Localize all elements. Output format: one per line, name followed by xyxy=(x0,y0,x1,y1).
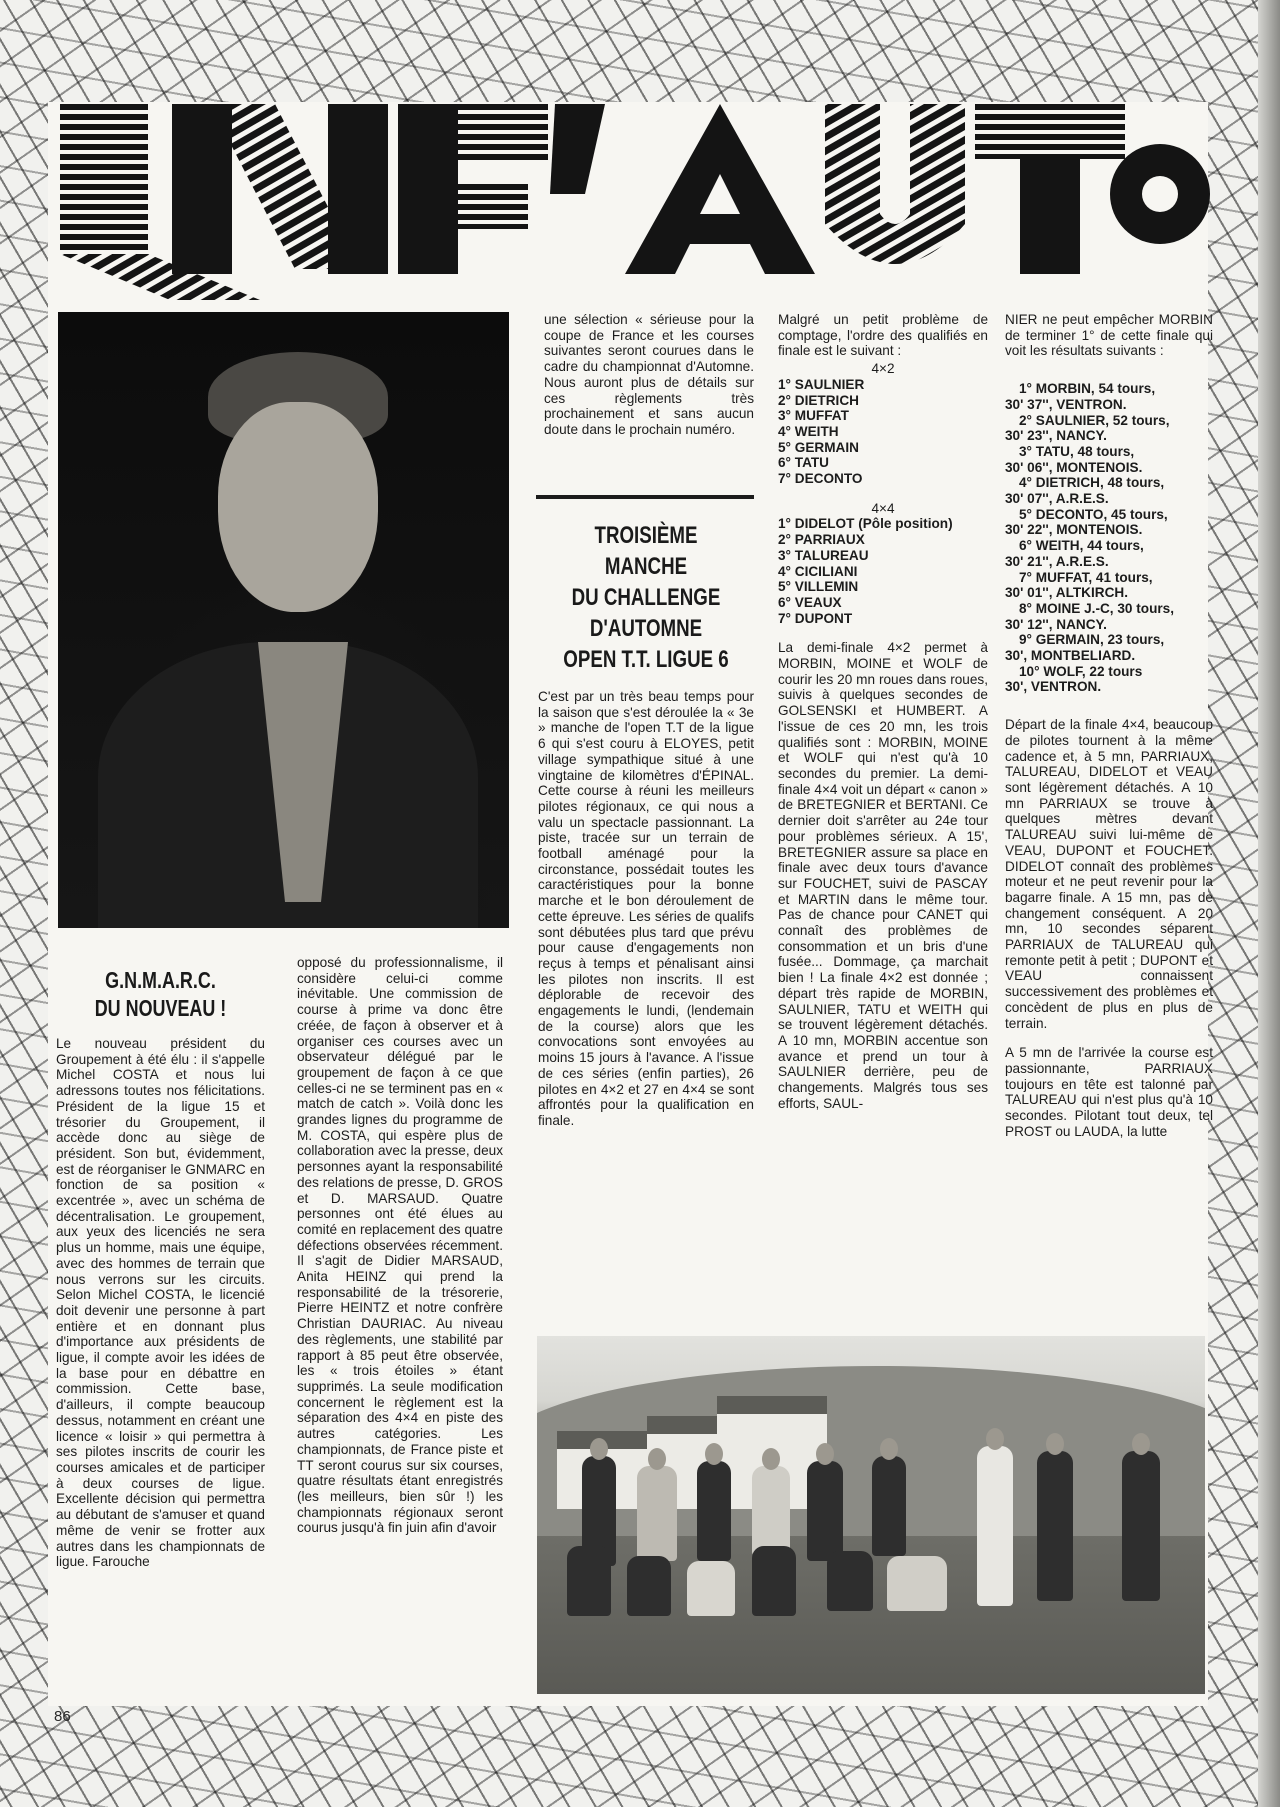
qualif-4x4-list xyxy=(778,516,988,626)
list-item: 5° GERMAIN xyxy=(778,439,859,455)
section-divider xyxy=(536,495,754,499)
costa-article-col2 xyxy=(297,955,503,1536)
list-item: 6° VEAUX xyxy=(778,594,842,610)
challenge-col3-body xyxy=(538,520,754,1129)
list-item: 7° DECONTO xyxy=(778,471,863,487)
qualif-4x2-list xyxy=(778,377,988,487)
qualif-4x2-label: 4×2 xyxy=(871,361,895,377)
result-entry: 10° WOLF, 22 tours 30', VENTRON. xyxy=(1005,663,1143,695)
qualif-4x4-label: 4×4 xyxy=(871,500,895,516)
challenge-text-3: Départ de la finale 4×4, beaucoup de pilotes tournent à la même cadence et, à 5 mn, PARRIAUX, TALUREAU, DIDELOT et VEAU sont légèrement détachés. A 10 mn PARRIAUX se trouve à quelques mètres devant TALUREAU suivi lui-même de VEAU, DUPONT et FOUCHET. DIDELOT connaît des problèmes moteur et ne peut revenir pour la bagarre finale. A 15 mn, pas de changement conséquent. A 20 mn, 10 secondes séparent PARRIAUX de TALUREAU qui remonte petit à petit ; DUPONT et VEAU connaissent successivement des problèmes et concèdent de plus en plus de terrain. xyxy=(1005,717,1213,1031)
challenge-headline: TROISIÈME MANCHE DU CHALLENGE D'AUTOMNE OPEN T.T. LIGUE 6 xyxy=(563,522,729,673)
list-item: 1° DIDELOT (Pôle position) xyxy=(778,516,953,532)
list-item: 3° TALUREAU xyxy=(778,547,869,563)
challenge-col5 xyxy=(1005,312,1213,1139)
list-item: 2° DIETRICH xyxy=(778,392,859,408)
results-list xyxy=(1005,381,1213,695)
result-entry: 1° MORBIN, 54 tours, 30' 37'', VENTRON. xyxy=(1005,381,1156,412)
challenge-text-1: C'est par un très beau temps pour la saison que s'est déroulée la « 3e » manche de l'open T.T de la ligue 6 qui s'est couru à ELOYES, petit village sympathique situé à une vingtaine de kilomètres d'ÉPINAL. Cette course à réuni les meilleurs pilotes régionaux, ce qui nous a valu un spectacle passionnant. La piste, tracée sur un terrain de football aménagé pour la circonstance, possédait toutes les caractéristiques pour la bonne marche et le bon déroulement de cette épreuve. Les séries de qualifs sont débutées plus tard que prévu pour cause d'engagements non reçus à temps et pénalisant ainsi les pilotes non inscrits. Il est déplorable de recevoir des engagements le lundi, (lendemain de la course) alors que les convocations sont envoyées au moins 15 jours à l'avance. A l'issue de ces séries (enfin parties), 26 pilotes en 4×2 et 27 en 4×4 se sont affrontés pour la qualification en finale. xyxy=(538,689,754,1128)
page-spine-shadow xyxy=(1258,0,1280,1807)
costa-text-1: Le nouveau président du Groupement à été élu : il s'appelle Michel COSTA et nous lui adressons toutes nos félicitations. Président de la ligue 15 et trésorier du Groupement, il accède donc au siège de président. Son but, évidemment, est de réorganiser le GNMARC en fonction de sa position « excentrée », avec un schéma de décentralisation. Le groupement, aux yeux des licenciés ne sera plus un homme, mais une équipe, avec des hommes de terrain que nous verrons sur les circuits. Selon Michel COSTA, le licencié doit devenir une personne à part entière et en donnant plus d'importance aux présidents de ligue, il compte avoir les idées de la base pour en débattre en commission. Cette base, d'ailleurs, il compte beaucoup dessus, notamment en créant une licence « loisir » qui permettra à ses pilotes inscrits de courir les courses amicales et de participer à deux courses de ligue. Excellente décision qui permettra au débutant de s'amuser et quand même de venir se frotter aux autres dans les championnats de ligue. Farouche xyxy=(56,1036,265,1570)
result-entry: 9° GERMAIN, 23 tours, 30', MONTBELIARD. xyxy=(1005,632,1165,664)
costa-text-2: opposé du professionnalisme, il considère celui-ci comme inévitable. Une commission de course à prime va donc être créée, de façon à observer et à organiser ces courses avec un observateur délégué par le groupement de façon à ce que celles-ci ne se terminent pas en « match de catch ». Voilà donc les grandes lignes du programme de M. COSTA, qui espère plus de collaboration avec la presse, deux personnes ayant la responsabilité des relations de presse, D. GROS et D. MARSAUD. Quatre personnes ont été élues au comité en replacement des quatre défections observées récemment. Il s'agit de Didier MARSAUD, Anita HEINZ qui prend la responsabilité de la trésorerie, Pierre HEINTZ et notre confrère Christian DAURIAC. Au niveau des règlements, une stabilité par rapport à 85 peut être observée, les « trois étoiles » étant supprimés. La seule modification concernent le règlement est la séparation des 4×4 en piste des autres catégories. Les championnats, de France piste et TT seront courus sur six courses, quatre résultats étant enregistrés (les meilleurs, bien sûr !) les championnats régionaux seront courus jusqu'à fin juin afin d'avoir xyxy=(297,955,503,1536)
results-intro: NIER ne peut empêcher MORBIN de terminer 1° de cette finale qui voit les résultats suivants : xyxy=(1005,312,1213,359)
result-entry: 4° DIETRICH, 48 tours, 30' 07'', A.R.E.S. xyxy=(1005,475,1165,507)
challenge-text-2: La demi-finale 4×2 permet à MORBIN, MOINE et WOLF de courir les 20 mn roues dans roues, suivis à quelques secondes de GOLSENSKI et HUMBERT. A l'issue de ces 20 mn, les trois qualifiés sont : MORBIN, MOINE et WOLF qui n'est qu'à 10 secondes du premier. La demi-finale 4×4 voit un départ « canon » de BRETEGNIER et BERTANI. Ce dernier doit s'arrêter au 24e tour pour problèmes sérieux. A 15', BRETEGNIER assure sa place en finale avec deux tours d'avance sur FOUCHET, suivi de PASCAY et MARTIN dans le même tour. Pas de chance pour CANET qui connaît des problèmes de consommation et un bris d'une fusée... Dommage, ça marchait bien ! La finale 4×2 est donnée ; départ très rapide de MORBIN, SAULNIER, TATU et WEITH qui se trouvent légèrement détachés. A 10 mn, MORBIN accentue son avance et prend un tour à SAULNIER derrière, peu de changements. Malgrés tous ses efforts, SAUL- xyxy=(778,640,988,1111)
list-item: 1° SAULNIER xyxy=(778,376,865,392)
costa-text-3: une sélection « sérieuse pour la coupe de France et les courses suivantes seront courues dans le cadre du championnat d'Automne. Nous auront plus de détails sur ces règlements très prochainement et sans aucun doute dans le prochain numéro. xyxy=(544,312,754,437)
costa-article-col1 xyxy=(56,966,265,1570)
result-entry: 7° MUFFAT, 41 tours, 30' 01'', ALTKIRCH. xyxy=(1005,569,1153,601)
group-photo xyxy=(537,1336,1205,1694)
list-item: 4° CICILIANI xyxy=(778,563,858,579)
list-item: 7° DUPONT xyxy=(778,610,853,626)
list-item: 5° VILLEMIN xyxy=(778,579,859,595)
page-number: 86 xyxy=(54,1708,71,1725)
list-item: 2° PARRIAUX xyxy=(778,532,865,548)
portrait-photo xyxy=(58,312,509,928)
list-item: 3° MUFFAT xyxy=(778,408,849,424)
result-entry: 3° TATU, 48 tours, 30' 06'', MONTENOIS. xyxy=(1005,443,1143,475)
result-entry: 5° DECONTO, 45 tours, 30' 22'', MONTENOIS. xyxy=(1005,506,1168,538)
challenge-col4 xyxy=(778,312,988,1111)
costa-headline: G.N.M.A.R.C. DU NOUVEAU ! xyxy=(94,967,227,1021)
result-entry: 8° MOINE J.-C, 30 tours, 30' 12'', NANCY. xyxy=(1005,600,1175,632)
qualif-intro: Malgré un petit problème de comptage, l'ordre des qualifiés en finale est le suivant : xyxy=(778,312,988,359)
challenge-text-4: A 5 mn de l'arrivée la course est passionnante, PARRIAUX toujours en tête est talonné par TALUREAU qui n'est plus qu'à 10 secondes. Pilotant tout deux, tel PROST ou LAUDA, la lutte xyxy=(1005,1045,1213,1139)
result-entry: 2° SAULNIER, 52 tours, 30' 23'', NANCY. xyxy=(1005,412,1170,444)
list-item: 4° WEITH xyxy=(778,423,839,439)
masthead-logo xyxy=(60,104,1210,300)
challenge-col3 xyxy=(544,312,754,438)
list-item: 6° TATU xyxy=(778,455,829,471)
result-entry: 6° WEITH, 44 tours, 30' 21'', A.R.E.S. xyxy=(1005,538,1144,569)
